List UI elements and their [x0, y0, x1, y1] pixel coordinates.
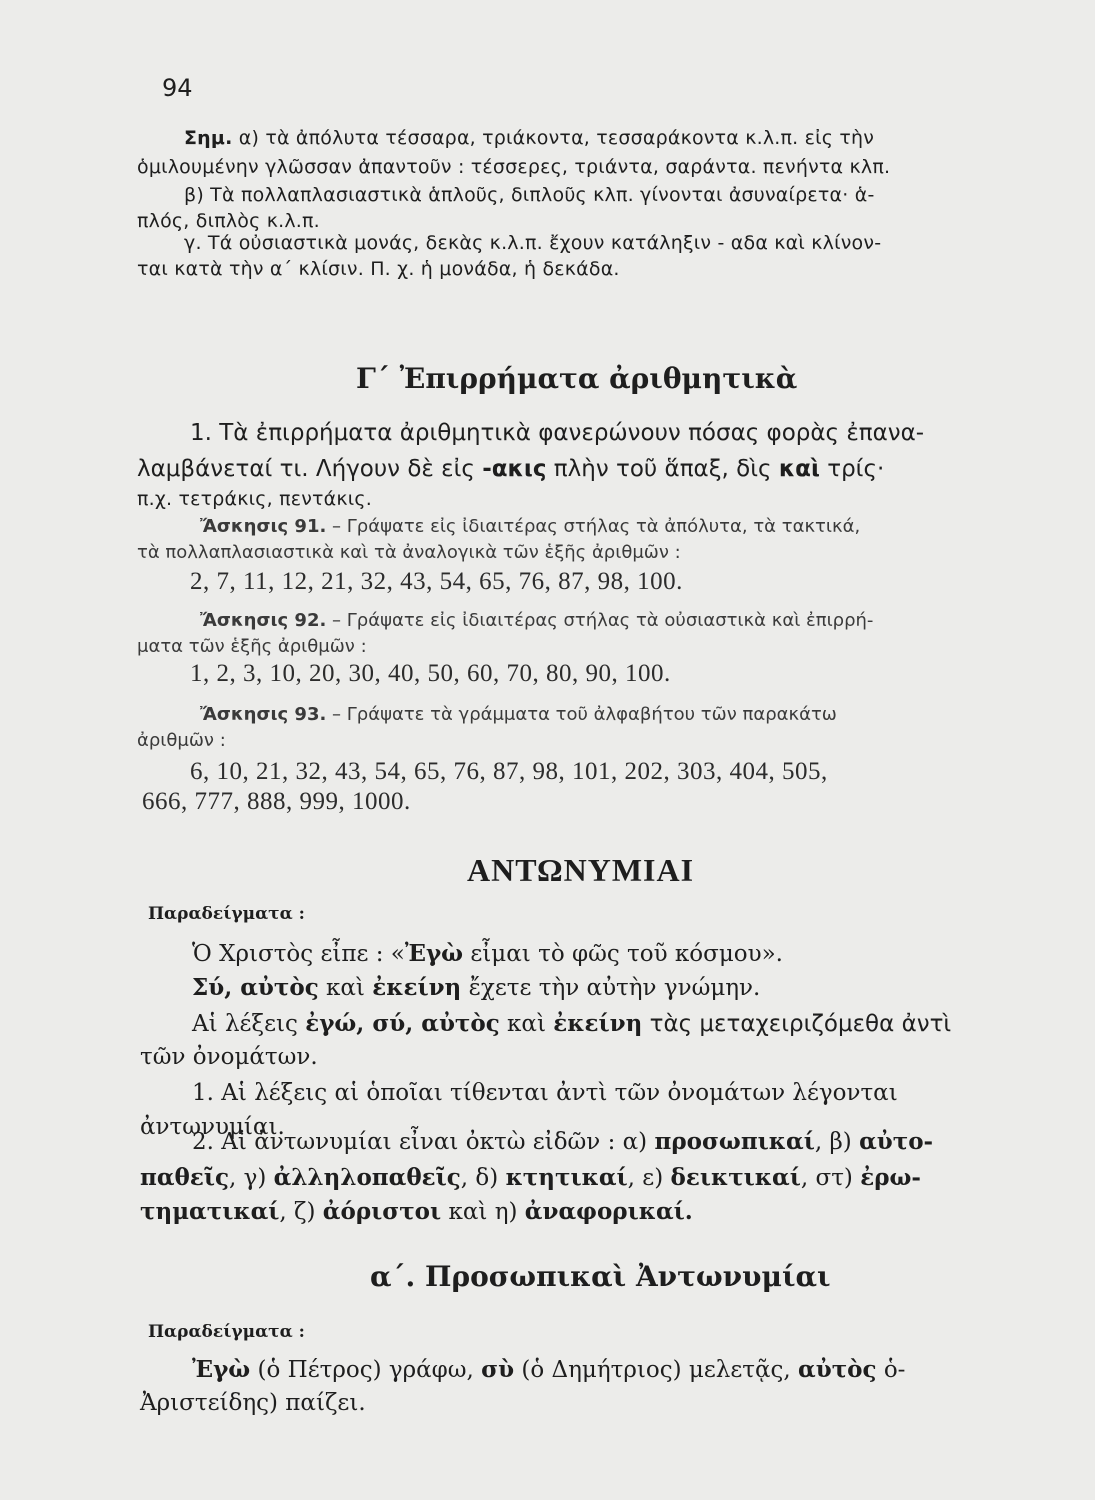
note-line-3: β) Τὰ πολλαπλασιαστικὰ ἁπλοῦς, διπλοῦς κλπ. γίνονται ἀσυναίρετα· ἁ- [184, 184, 875, 206]
note-line-2: ὁμιλουμένην γλῶσσαν ἀπαντοῦν : τέσσερες, τριάντα, σαράντα. πενήντα κλπ. [137, 156, 891, 178]
exercise-91-numbers: 2, 7, 11, 12, 21, 32, 43, 54, 65, 76, 87, 98, 100. [190, 568, 683, 595]
exercise-92: Ἄσκησις 92. – Γράψατε εἰς ἰδιαιτέρας στήλας τὰ οὐσιαστικὰ καὶ ἐπιρρή- [200, 610, 874, 631]
examples-label-2: Παραδείγματα : [148, 1322, 305, 1342]
exercise-93: Ἄσκησις 93. – Γράψατε τὰ γράμματα τοῦ ἀλφαβήτου τῶν παρακάτω [200, 704, 837, 725]
pronouns-para-2-line-1: 2. Αἱ ἀντωνυμίαι εἶναι ὀκτὼ εἰδῶν : α) προσωπικαί, β) αὐτο- [192, 1128, 934, 1155]
pronouns-para-2-line-3: τηματικαί, ζ) ἀόριστοι καὶ η) ἀναφορικαί. [140, 1198, 693, 1225]
page-number: 94 [162, 74, 193, 102]
pronouns-para-2-line-2: παθεῖς, γ) ἀλληλοπαθεῖς, δ) κτητικαί, ε) δεικτικαί, στ) ἐρω- [140, 1164, 921, 1191]
section-heading-pronouns: ΑΝΤΩΝΥΜΙΑΙ [467, 852, 695, 888]
example-line-1: Ὁ Χριστὸς εἶπε : «Ἐγὼ εἶμαι τὸ φῶς τοῦ κόσμου». [192, 940, 783, 967]
example-line-4: τῶν ὀνομάτων. [140, 1044, 318, 1070]
adverbs-para-line-3: π.χ. τετράκις, πεντάκις. [137, 488, 373, 510]
note-label: Σημ. [184, 127, 233, 149]
section-heading-personal-pronouns: α΄. Προσωπικαὶ Ἀντωνυμίαι [370, 1260, 831, 1293]
adverbs-para-line-1: 1. Τὰ ἐπιρρήματα ἀριθμητικὰ φανερώνουν πόσας φορὰς ἐπανα- [190, 420, 925, 446]
exercise-93-numbers-2: 666, 777, 888, 999, 1000. [142, 788, 411, 815]
pronouns-para-1-line-2: ἀντωνυμίαι. [140, 1114, 285, 1140]
note-line-5: γ. Τά οὐσιαστικὰ μονάς, δεκὰς κ.λ.π. ἔχουν κατάληξιν - αδα καὶ κλίνον- [184, 232, 882, 254]
exercise-91: Ἄσκησις 91. – Γράψατε εἰς ἰδιαιτέρας στήλας τὰ ἀπόλυτα, τὰ τακτικά, [200, 516, 861, 537]
example-line-2: Σύ, αὐτὸς καὶ ἐκείνη ἔχετε τὴν αὐτὴν γνώμην. [192, 974, 761, 1001]
exercise-92-line-2: ματα τῶν ἑξῆς ἀριθμῶν : [137, 636, 367, 657]
note-line-4: πλός, διπλὸς κ.λ.π. [137, 210, 320, 232]
note-line-1: Σημ. α) τὰ ἀπόλυτα τέσσαρα, τριάκοντα, τεσσαράκοντα κ.λ.π. εἰς τὴν [184, 127, 875, 149]
example-line-3: Αἱ λέξεις ἐγώ, σύ, αὐτὸς καὶ ἐκείνη τὰς μεταχειριζόμεθα ἀντὶ [192, 1010, 952, 1037]
adverbs-para-line-2: λαμβάνεταί τι. Λήγουν δὲ εἰς -ακις πλὴν τοῦ ἅπαξ, δὶς καὶ τρίς· [137, 456, 885, 482]
exercise-93-line-2: ἀριθμῶν : [137, 730, 226, 751]
pronouns-para-1-line-1: 1. Αἱ λέξεις αἱ ὁποῖαι τίθενται ἀντὶ τῶν ὀνομάτων λέγονται [192, 1080, 898, 1106]
examples-label: Παραδείγματα : [148, 904, 305, 924]
note-line-6: ται κατὰ τὴν α΄ κλίσιν. Π. χ. ἡ μονάδα, ἡ δεκάδα. [137, 258, 620, 280]
personal-example-line-2: Ἀριστείδης) παίζει. [140, 1390, 366, 1416]
personal-example-line-1: Ἐγὼ (ὁ Πέτρος) γράφω, σὺ (ὁ Δημήτριος) μελετᾷς, αὐτὸς ὁ- [192, 1356, 906, 1383]
section-heading-adverbs: Γ΄ Ἐπιρρήματα ἀριθμητικὰ [356, 362, 798, 395]
exercise-92-numbers: 1, 2, 3, 10, 20, 30, 40, 50, 60, 70, 80, 90, 100. [190, 660, 671, 687]
exercise-93-numbers-1: 6, 10, 21, 32, 43, 54, 65, 76, 87, 98, 101, 202, 303, 404, 505, [190, 758, 828, 785]
exercise-91-line-2: τὰ πολλαπλασιαστικὰ καὶ τὰ ἀναλογικὰ τῶν ἑξῆς ἀριθμῶν : [137, 542, 681, 563]
